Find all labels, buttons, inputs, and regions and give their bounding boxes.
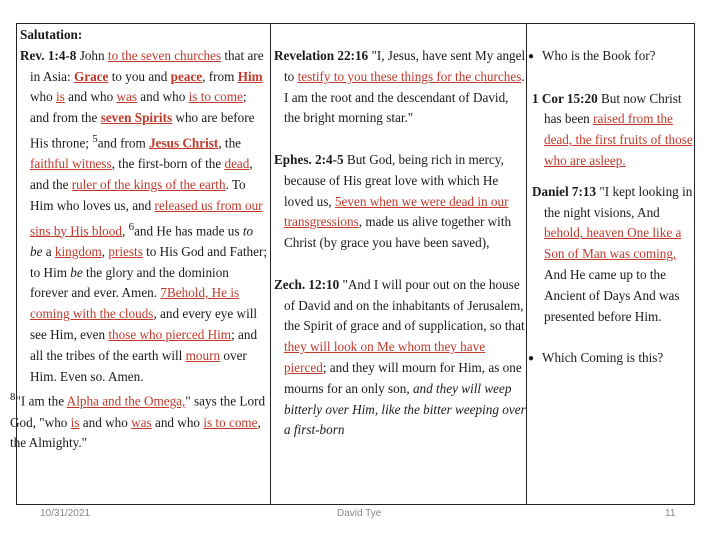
text-underlined: 5even when we were dead in our transgressions bbox=[284, 193, 509, 230]
column-questions bbox=[528, 46, 698, 370]
text-underlined: ruler of the kings of the earth bbox=[71, 176, 226, 192]
daniel-7-13-ref: Daniel 7:13 bbox=[532, 183, 597, 199]
ephes-2-4-5-text bbox=[274, 150, 527, 254]
footer-page-number: 11 bbox=[665, 508, 676, 519]
text-underlined: faithful witness bbox=[30, 156, 112, 172]
text: , made us alive together with Christ (by grace you have been saved), bbox=[284, 214, 512, 251]
text: and from bbox=[97, 135, 150, 151]
text-underlined: 7Behold, He is coming with the clouds bbox=[30, 285, 240, 322]
text-underlined: to the seven churches bbox=[107, 47, 222, 63]
text-italic: to be bbox=[30, 222, 254, 259]
text-underlined: seven Spirits bbox=[100, 110, 173, 126]
column-references bbox=[274, 46, 527, 441]
text-underlined: behold, heaven One like a Son of Man was coming, bbox=[544, 225, 682, 262]
text-underlined: mourn bbox=[185, 347, 221, 363]
text: , the Almighty." bbox=[10, 414, 261, 451]
text-underlined: is to come bbox=[188, 89, 243, 105]
spacer bbox=[274, 254, 527, 275]
text: . To Him who loves us, and bbox=[30, 176, 246, 213]
text-underlined: is bbox=[70, 414, 80, 430]
text-underlined: dead bbox=[224, 156, 250, 172]
text: , bbox=[121, 222, 129, 238]
bullet-icon: ● bbox=[528, 353, 535, 365]
text: that are in Asia: bbox=[30, 47, 264, 84]
text-underlined: Jesus Christ bbox=[149, 135, 219, 151]
text: "And I will pour out on the house of David and on the inhabitants of Jerusalem, the Spirit of grace and of supplication, so that bbox=[284, 276, 525, 334]
text: , from bbox=[202, 68, 238, 84]
rev-22-16-text bbox=[274, 46, 527, 129]
text: who bbox=[30, 89, 57, 105]
verse-number: 5 bbox=[92, 132, 98, 145]
text: ; and all the tribes of the earth will bbox=[30, 326, 258, 363]
text: "I kept looking in the night visions, And bbox=[544, 183, 693, 220]
ephes-2-4-5-ref: Ephes. 2:4-5 bbox=[274, 151, 344, 167]
question-text: Who is the Book for? bbox=[542, 48, 656, 63]
text-underlined: they will look on Me whom they have pierced bbox=[284, 339, 486, 375]
text-underlined: is to come bbox=[203, 414, 258, 430]
text-underlined: is bbox=[56, 89, 65, 105]
daniel-7-13-text bbox=[532, 182, 698, 328]
verse-number: 6 bbox=[128, 220, 135, 233]
rev-22-16-ref: Revelation 22:16 bbox=[274, 48, 369, 63]
text: And He came up to the Ancient of Days And was presented before Him. bbox=[544, 266, 680, 324]
text-underlined: kingdom bbox=[54, 243, 102, 259]
text-italic: and they will weep bitterly over Him, like the bitter weeping over a first-born bbox=[284, 380, 526, 438]
text-underlined: peace bbox=[170, 68, 203, 84]
text: , and the bbox=[30, 156, 253, 192]
text-underlined: was bbox=[131, 414, 152, 430]
cor-15-20-text bbox=[532, 89, 698, 172]
cor-15-20-ref: 1 Cor 15:20 bbox=[532, 90, 598, 106]
text-underlined: raised from the dead, the first fruits of those who are asleep. bbox=[544, 111, 693, 168]
text: " says the Lord God, "who bbox=[10, 393, 266, 430]
spacer bbox=[274, 129, 527, 150]
text: and He has made us bbox=[134, 222, 243, 238]
text: "I am the bbox=[15, 393, 67, 409]
text: to His God and Father; to Him bbox=[30, 243, 267, 280]
bullet-icon: ● bbox=[528, 51, 535, 62]
footer-date: 10/31/2021 bbox=[40, 508, 91, 519]
text: to you and bbox=[108, 68, 171, 84]
column-salutation bbox=[10, 25, 268, 454]
rev-1-4-8-ref: Rev. 1:4-8 bbox=[20, 47, 77, 63]
text-underlined: priests bbox=[108, 243, 143, 259]
text: who are before His throne; bbox=[30, 110, 255, 151]
text: a bbox=[42, 243, 55, 259]
spacer bbox=[528, 68, 698, 89]
text: and who bbox=[64, 89, 117, 105]
text-underlined: those who pierced Him bbox=[108, 326, 232, 342]
text-italic: be bbox=[70, 264, 83, 280]
footer-author: David Tye bbox=[337, 508, 382, 519]
text: , the first-born of the bbox=[111, 156, 225, 172]
text-underlined: Grace bbox=[73, 68, 109, 84]
question-text: Which Coming is this? bbox=[542, 350, 664, 366]
text-underlined: Alpha and the Omega, bbox=[66, 393, 186, 409]
text: "I, Jesus, have sent My angel to bbox=[284, 48, 526, 84]
text-underlined: testify to you these things for the churches bbox=[297, 68, 522, 84]
text: over Him. Even so. Amen. bbox=[30, 347, 247, 384]
text: . I am the root and the descendant of David, the bright morning star." bbox=[284, 68, 525, 126]
text-underlined: Him bbox=[237, 68, 263, 84]
text: John bbox=[76, 47, 108, 63]
text: and who bbox=[79, 414, 132, 430]
verse-number: 8 bbox=[10, 391, 16, 404]
rev-1-4-8-text bbox=[20, 46, 268, 388]
column-divider-1 bbox=[270, 23, 271, 505]
text: ; and they will mourn for Him, as one mourns for an only son, bbox=[284, 359, 522, 396]
spacer bbox=[528, 172, 698, 182]
question-which-coming bbox=[528, 348, 698, 370]
text: , bbox=[101, 243, 109, 259]
text: ; and from the bbox=[30, 89, 247, 126]
question-book-for bbox=[528, 46, 698, 68]
rev-1-8-text bbox=[10, 387, 268, 454]
spacer bbox=[528, 327, 698, 348]
text: , and every eye will see Him, even bbox=[30, 306, 258, 342]
zech-12-10-text bbox=[274, 275, 527, 441]
text: But now Christ has been bbox=[544, 90, 682, 127]
text: But God, being rich in mercy, because of His great love with which He loved us, bbox=[284, 151, 504, 209]
text: and who bbox=[136, 89, 189, 105]
text: the glory and the dominion forever and ever. Amen. bbox=[30, 264, 229, 301]
text-underlined: released us from our sins by His blood bbox=[30, 197, 263, 238]
text: and who bbox=[151, 414, 204, 430]
text-underlined: was bbox=[116, 89, 137, 105]
text: , the bbox=[218, 135, 242, 151]
zech-12-10-ref: Zech. 12:10 bbox=[274, 276, 340, 292]
salutation-heading: Salutation: bbox=[20, 27, 83, 42]
